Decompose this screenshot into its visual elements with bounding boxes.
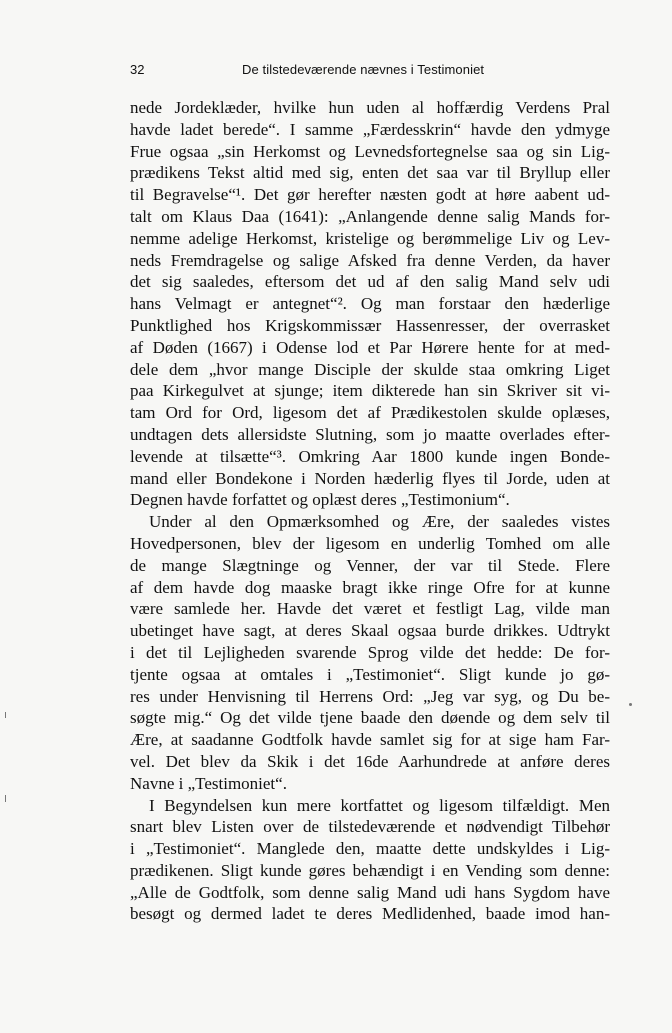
text-line: Navne i „Testimoniet“. xyxy=(130,773,287,793)
text-line: af dem havde dog maaske bragt ikke ringe Ofre for at kunne xyxy=(130,577,610,597)
body-text xyxy=(130,97,610,925)
text-line: nede Jordeklæder, hvilke hun uden al hoffærdig Verdens Pral xyxy=(130,98,610,117)
text-line: mand eller Bondekone i Norden hæderlig flyes til Jorde, uden at xyxy=(130,468,610,488)
text-line: til Begravelse“¹. Det gør herefter næsten godt at høre aabent ud- xyxy=(130,185,610,205)
text-line: „Alle de Godtfolk, som denne salig Mand udi hans Sygdom have xyxy=(130,882,610,902)
text-line: res under Henvisning til Herrens Ord: „Jeg var syg, og Du be- xyxy=(130,686,610,706)
text-line: undtagen dets allersidste Slutning, som jo maatte overlades efter- xyxy=(130,424,610,444)
text-line: besøgt og dermed ladet te deres Medlidenhed, baade imod han- xyxy=(130,904,610,924)
text-line: Degnen havde forfattet og oplæst deres „Testimonium“. xyxy=(130,490,510,510)
text-line: Punktlighed hos Krigskommissær Hassenresser, der overrasket xyxy=(130,315,610,335)
text-line: de mange Slægtninge og Venner, der var til Stede. Flere xyxy=(130,555,610,575)
text-line: talt om Klaus Daa (1641): „Anlangende denne salig Mands for- xyxy=(130,206,610,226)
text-line: paa Kirkegulvet at sjunge; item dikterede han sin Skriver sit vi- xyxy=(130,381,610,401)
text-line: havde ladet berede“. I samme „Færdesskrin“ havde den ydmyge xyxy=(130,119,610,139)
text-line: tjente ogsaa at omtales i „Testimoniet“. Sligt kunde jo gø- xyxy=(130,664,610,684)
text-line: dele dem „hvor mange Disciple der skulde staa omkring Liget xyxy=(130,359,610,379)
text-line: neds Fremdragelse og salige Afsked fra denne Verden, da haver xyxy=(130,250,610,270)
text-line: tam Ord for Ord, ligesom det af Prædikestolen skulde oplæses, xyxy=(130,403,610,423)
text-line: i det til Lejligheden svarende Sprog vilde det hedde: De for- xyxy=(130,642,610,662)
text-line: nemme adelige Herkomst, kristelige og berømmelige Liv og Lev- xyxy=(130,228,610,248)
margin-mark xyxy=(5,712,6,718)
text-line: hans Velmagt er antegnet“². Og man forstaar den hæderlige xyxy=(130,294,610,314)
page-number: 32 xyxy=(130,62,145,77)
text-line: af Døden (1667) i Odense lod et Par Hørere hente for at med- xyxy=(130,337,610,357)
running-title: De tilstedeværende nævnes i Testimoniet xyxy=(242,62,485,77)
page-header xyxy=(130,62,610,82)
text-line: søgte mig.“ Og det vilde tjene baade den døende og dem selv til xyxy=(130,708,610,728)
text-line: i „Testimoniet“. Manglede den, maatte dette undskyldes i Lig- xyxy=(130,839,610,859)
text-line: det sig saaledes, eftersom det ud af den salig Mand selv udi xyxy=(130,272,610,292)
text-line: prædikenen. Sligt kunde gøres behændigt i en Vending som denne: xyxy=(130,860,610,880)
text-line: Frue ogsaa „sin Herkomst og Levnedsfortegnelse saa og sin Lig- xyxy=(130,141,610,161)
margin-mark xyxy=(5,795,6,802)
text-line: I Begyndelsen kun mere kortfattet og ligesom tilfældigt. Men xyxy=(149,795,610,815)
text-line: prædikens Tekst altid med sig, enten det saa var til Bryllup eller xyxy=(130,163,610,183)
text-line: Hovedpersonen, blev der ligesom en underlig Tomhed om alle xyxy=(130,533,610,553)
text-line: ubetinget have sagt, at deres Skaal ogsaa burde drikkes. Udtrykt xyxy=(130,621,610,641)
text-line: Under al den Opmærksomhed og Ære, der saaledes vistes xyxy=(149,512,610,532)
text-line: levende at tilsætte“³. Omkring Aar 1800 kunde ingen Bonde- xyxy=(130,446,610,466)
margin-mark xyxy=(629,703,632,706)
text-line: være samlede her. Havde det været et festligt Lag, vilde man xyxy=(130,599,610,619)
text-line: vel. Det blev da Skik i det 16de Aarhundrede at anføre deres xyxy=(130,751,610,771)
text-line: snart blev Listen over de tilstedeværende et nødvendigt Tilbehør xyxy=(130,817,610,837)
text-line: Ære, at saadanne Godtfolk havde samlet sig for at sige ham Far- xyxy=(130,730,610,750)
